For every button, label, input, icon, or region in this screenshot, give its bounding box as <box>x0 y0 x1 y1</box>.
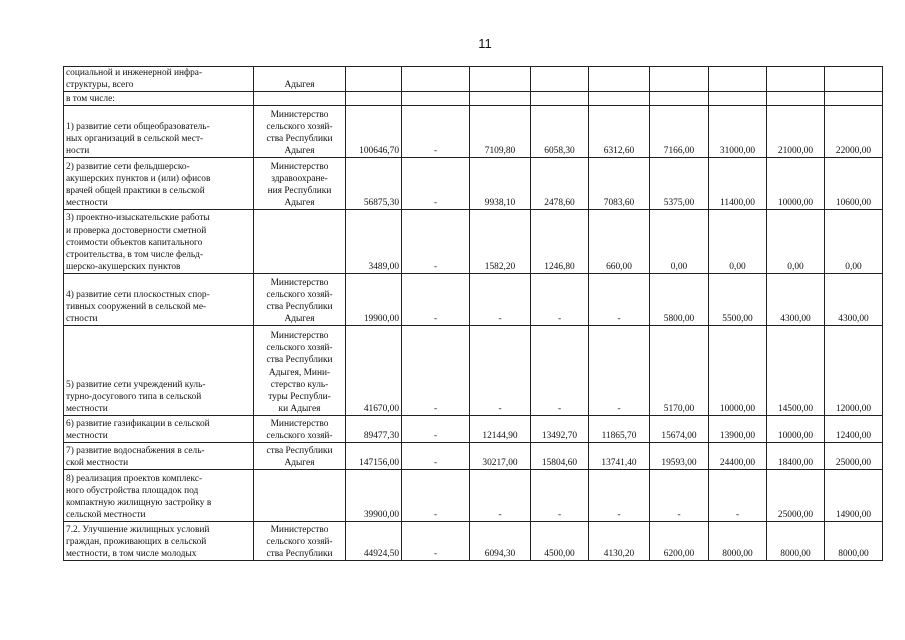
value-cell: 30217,00 <box>470 443 531 470</box>
row-name-cell <box>64 67 254 92</box>
value-cell: 15674,00 <box>650 416 709 443</box>
value-cell: 7109,80 <box>470 106 531 158</box>
total-value-cell: 3489,00 <box>346 210 402 274</box>
row-name-line: 6) развитие газификации в сельской <box>66 419 210 429</box>
value-cell: 1246,80 <box>531 210 589 274</box>
row-name-line: местности, в том числе молодых <box>66 549 197 560</box>
value-cell: 10000,00 <box>709 326 767 416</box>
row-org-line: Адыгея <box>284 198 315 209</box>
row-org-line: Адыгея <box>284 80 315 91</box>
value-cell: 1582,20 <box>470 210 531 274</box>
value-cell: - <box>589 470 650 522</box>
value-cell <box>709 67 767 92</box>
row-name-line: сельской местности <box>66 510 146 521</box>
value-cell: - <box>531 470 589 522</box>
row-name-line: 1) развитие сети общеобразователь- <box>66 121 210 132</box>
total-value-cell: 41670,00 <box>346 326 402 416</box>
value-cell: 22000,00 <box>825 106 883 158</box>
table-row <box>64 522 883 561</box>
value-cell: 660,00 <box>589 210 650 274</box>
row-org-line: сельского хозяй- <box>266 431 333 442</box>
row-org-cell <box>254 92 346 106</box>
row-name-line: шерско-акушерских пунктов <box>66 262 181 273</box>
value-cell <box>589 67 650 92</box>
value-cell: - <box>650 470 709 522</box>
table-row <box>64 67 883 92</box>
row-org-line: Министерство <box>270 277 329 288</box>
row-org-line: ства Республики <box>266 134 333 144</box>
row-org-cell <box>254 443 346 470</box>
value-cell: 12400,00 <box>825 416 883 443</box>
row-org-cell <box>254 210 346 274</box>
row-org-line: Адыгея <box>284 146 315 157</box>
value-cell: 7166,00 <box>650 106 709 158</box>
row-org-line: Адыгея <box>284 458 315 469</box>
row-name-line: ного обустройства площадок под <box>66 485 199 496</box>
value-cell: - <box>402 443 470 470</box>
row-org-line: Адыгея, Мини- <box>268 367 331 378</box>
row-name-line: акушерских пунктов и (или) офисов <box>66 173 211 184</box>
value-cell: 21000,00 <box>767 106 825 158</box>
row-org-line: сельского хозяй- <box>266 343 333 354</box>
total-value-cell: 39900,00 <box>346 470 402 522</box>
page-number: 11 <box>478 36 492 51</box>
value-cell: - <box>402 416 470 443</box>
table-row <box>64 443 883 470</box>
value-cell: 0,00 <box>825 210 883 274</box>
row-name-line: социальной и инженерной инфра- <box>66 68 203 78</box>
row-name-line: в том числе: <box>66 94 115 105</box>
table-row <box>64 106 883 158</box>
table-row <box>64 210 883 274</box>
row-name-line: 4) развитие сети плоскостных спор- <box>66 289 210 300</box>
value-cell: 12144,90 <box>470 416 531 443</box>
value-cell: 31000,00 <box>709 106 767 158</box>
value-cell: - <box>402 470 470 522</box>
value-cell <box>650 92 709 106</box>
table-row <box>64 416 883 443</box>
value-cell: - <box>531 274 589 326</box>
value-cell: 13741,40 <box>589 443 650 470</box>
row-org-line: ки Адыгея <box>278 404 321 415</box>
value-cell: - <box>402 522 470 561</box>
value-cell: 10000,00 <box>767 416 825 443</box>
table-row <box>64 470 883 522</box>
value-cell: 4130,20 <box>589 522 650 561</box>
row-name-cell <box>64 92 254 106</box>
value-cell: 8000,00 <box>825 522 883 561</box>
row-name-line: 2) развитие сети фельдшерско- <box>66 161 190 172</box>
total-value-cell: 89477,30 <box>346 416 402 443</box>
total-value-cell <box>346 67 402 92</box>
row-name-line: стности <box>66 314 98 325</box>
row-org-line: Министерство <box>270 109 329 120</box>
row-org-line: Министерство <box>270 524 329 535</box>
row-name-line: структуры, всего <box>66 80 134 91</box>
value-cell: 4300,00 <box>767 274 825 326</box>
value-cell: 2478,60 <box>531 158 589 210</box>
row-org-line: ния Республики <box>267 186 332 196</box>
row-org-line: Министерство <box>270 419 329 429</box>
value-cell <box>709 92 767 106</box>
value-cell: 14900,00 <box>825 470 883 522</box>
table-row <box>64 92 883 106</box>
row-name-line: местности <box>66 404 108 415</box>
row-name-cell <box>64 522 254 561</box>
row-org-line: сельского хозяй- <box>266 289 333 300</box>
value-cell: 6200,00 <box>650 522 709 561</box>
row-name-line: местности <box>66 431 108 442</box>
row-name-line: 8) реализация проектов комплекс- <box>66 473 203 484</box>
value-cell: 13492,70 <box>531 416 589 443</box>
table-row <box>64 274 883 326</box>
table-row <box>64 158 883 210</box>
row-name-line: врачей общей практики в сельской <box>66 186 205 196</box>
row-name-cell <box>64 274 254 326</box>
value-cell: 25000,00 <box>825 443 883 470</box>
row-org-line: сельского хозяй- <box>266 121 333 132</box>
value-cell <box>767 92 825 106</box>
total-value-cell: 56875,30 <box>346 158 402 210</box>
total-value-cell: 44924,50 <box>346 522 402 561</box>
value-cell: 6058,30 <box>531 106 589 158</box>
row-org-cell <box>254 326 346 416</box>
row-name-cell <box>64 106 254 158</box>
row-org-cell <box>254 158 346 210</box>
row-name-cell <box>64 470 254 522</box>
row-org-cell <box>254 67 346 92</box>
row-name-line: 7.2. Улучшение жилищных условий <box>66 524 210 535</box>
row-org-cell <box>254 106 346 158</box>
row-name-line: и проверка достоверности сметной <box>66 225 207 236</box>
value-cell: 25000,00 <box>767 470 825 522</box>
row-name-cell <box>64 158 254 210</box>
value-cell: 13900,00 <box>709 416 767 443</box>
row-org-line: ства Республики <box>266 446 333 456</box>
value-cell: 9938,10 <box>470 158 531 210</box>
value-cell: - <box>402 158 470 210</box>
value-cell: 4300,00 <box>825 274 883 326</box>
row-org-cell <box>254 416 346 443</box>
total-value-cell: 147156,00 <box>346 443 402 470</box>
row-org-line: Адыгея <box>284 314 315 325</box>
row-name-line: 5) развитие сети учреждений куль- <box>66 379 206 390</box>
row-org-cell <box>254 522 346 561</box>
row-name-line: ской местности <box>66 458 129 469</box>
row-org-line: Министерство <box>270 161 329 172</box>
value-cell: 10000,00 <box>767 158 825 210</box>
row-name-line: граждан, проживающих в сельской <box>66 537 207 547</box>
row-name-cell <box>64 326 254 416</box>
value-cell: - <box>589 326 650 416</box>
value-cell: - <box>589 274 650 326</box>
row-org-line: ства Республики <box>266 549 333 560</box>
row-name-line: ных организаций в сельской мест- <box>66 134 204 144</box>
value-cell: 0,00 <box>767 210 825 274</box>
value-cell: 0,00 <box>650 210 709 274</box>
value-cell: 14500,00 <box>767 326 825 416</box>
value-cell: 5170,00 <box>650 326 709 416</box>
value-cell: - <box>470 274 531 326</box>
value-cell: 19593,00 <box>650 443 709 470</box>
budget-table <box>63 66 883 561</box>
row-name-line: местности <box>66 198 108 209</box>
value-cell: - <box>402 210 470 274</box>
value-cell: - <box>402 326 470 416</box>
value-cell <box>825 67 883 92</box>
row-org-line: здравоохране- <box>271 173 328 184</box>
value-cell: 8000,00 <box>709 522 767 561</box>
row-org-line: стерство куль- <box>270 379 329 390</box>
value-cell: 5800,00 <box>650 274 709 326</box>
value-cell: 8000,00 <box>767 522 825 561</box>
value-cell: - <box>470 326 531 416</box>
value-cell <box>402 67 470 92</box>
row-org-line: туры Республи- <box>268 392 331 402</box>
row-org-cell <box>254 470 346 522</box>
value-cell <box>589 92 650 106</box>
value-cell: 10600,00 <box>825 158 883 210</box>
value-cell: - <box>402 106 470 158</box>
row-name-cell <box>64 443 254 470</box>
row-org-line: ства Республики <box>266 302 333 312</box>
value-cell: 0,00 <box>709 210 767 274</box>
value-cell: - <box>709 470 767 522</box>
value-cell: 24400,00 <box>709 443 767 470</box>
row-org-line: сельского хозяй- <box>266 537 333 547</box>
row-name-line: 7) развитие водоснабжения в сель- <box>66 446 205 456</box>
table-row <box>64 326 883 416</box>
value-cell: 5375,00 <box>650 158 709 210</box>
value-cell <box>531 67 589 92</box>
value-cell <box>650 67 709 92</box>
row-name-line: тивных сооружений в сельской ме- <box>66 302 207 312</box>
row-name-cell <box>64 210 254 274</box>
value-cell <box>531 92 589 106</box>
row-org-line: ства Республики <box>266 355 333 366</box>
value-cell: - <box>531 326 589 416</box>
value-cell: 18400,00 <box>767 443 825 470</box>
row-name-line: компактную жилищную застройку в <box>66 498 212 508</box>
value-cell: 5500,00 <box>709 274 767 326</box>
value-cell: - <box>470 470 531 522</box>
row-name-line: строительства, в том числе фельд- <box>66 250 204 260</box>
value-cell: 4500,00 <box>531 522 589 561</box>
value-cell: 11865,70 <box>589 416 650 443</box>
value-cell: 15804,60 <box>531 443 589 470</box>
value-cell: 11400,00 <box>709 158 767 210</box>
value-cell <box>767 67 825 92</box>
row-name-line: 3) проектно-изыскательские работы <box>66 213 210 224</box>
value-cell: 7083,60 <box>589 158 650 210</box>
value-cell <box>402 92 470 106</box>
total-value-cell: 100646,70 <box>346 106 402 158</box>
row-name-line: ности <box>66 146 90 157</box>
row-name-cell <box>64 416 254 443</box>
row-name-line: стоимости объектов капитального <box>66 237 203 248</box>
value-cell: - <box>402 274 470 326</box>
value-cell <box>470 67 531 92</box>
row-org-cell <box>254 274 346 326</box>
value-cell: 6312,60 <box>589 106 650 158</box>
total-value-cell: 19900,00 <box>346 274 402 326</box>
value-cell <box>825 92 883 106</box>
value-cell: 6094,30 <box>470 522 531 561</box>
row-org-line: Министерство <box>270 330 329 341</box>
value-cell: 12000,00 <box>825 326 883 416</box>
value-cell <box>470 92 531 106</box>
total-value-cell <box>346 92 402 106</box>
row-name-line: турно-досугового типа в сельской <box>66 392 202 402</box>
